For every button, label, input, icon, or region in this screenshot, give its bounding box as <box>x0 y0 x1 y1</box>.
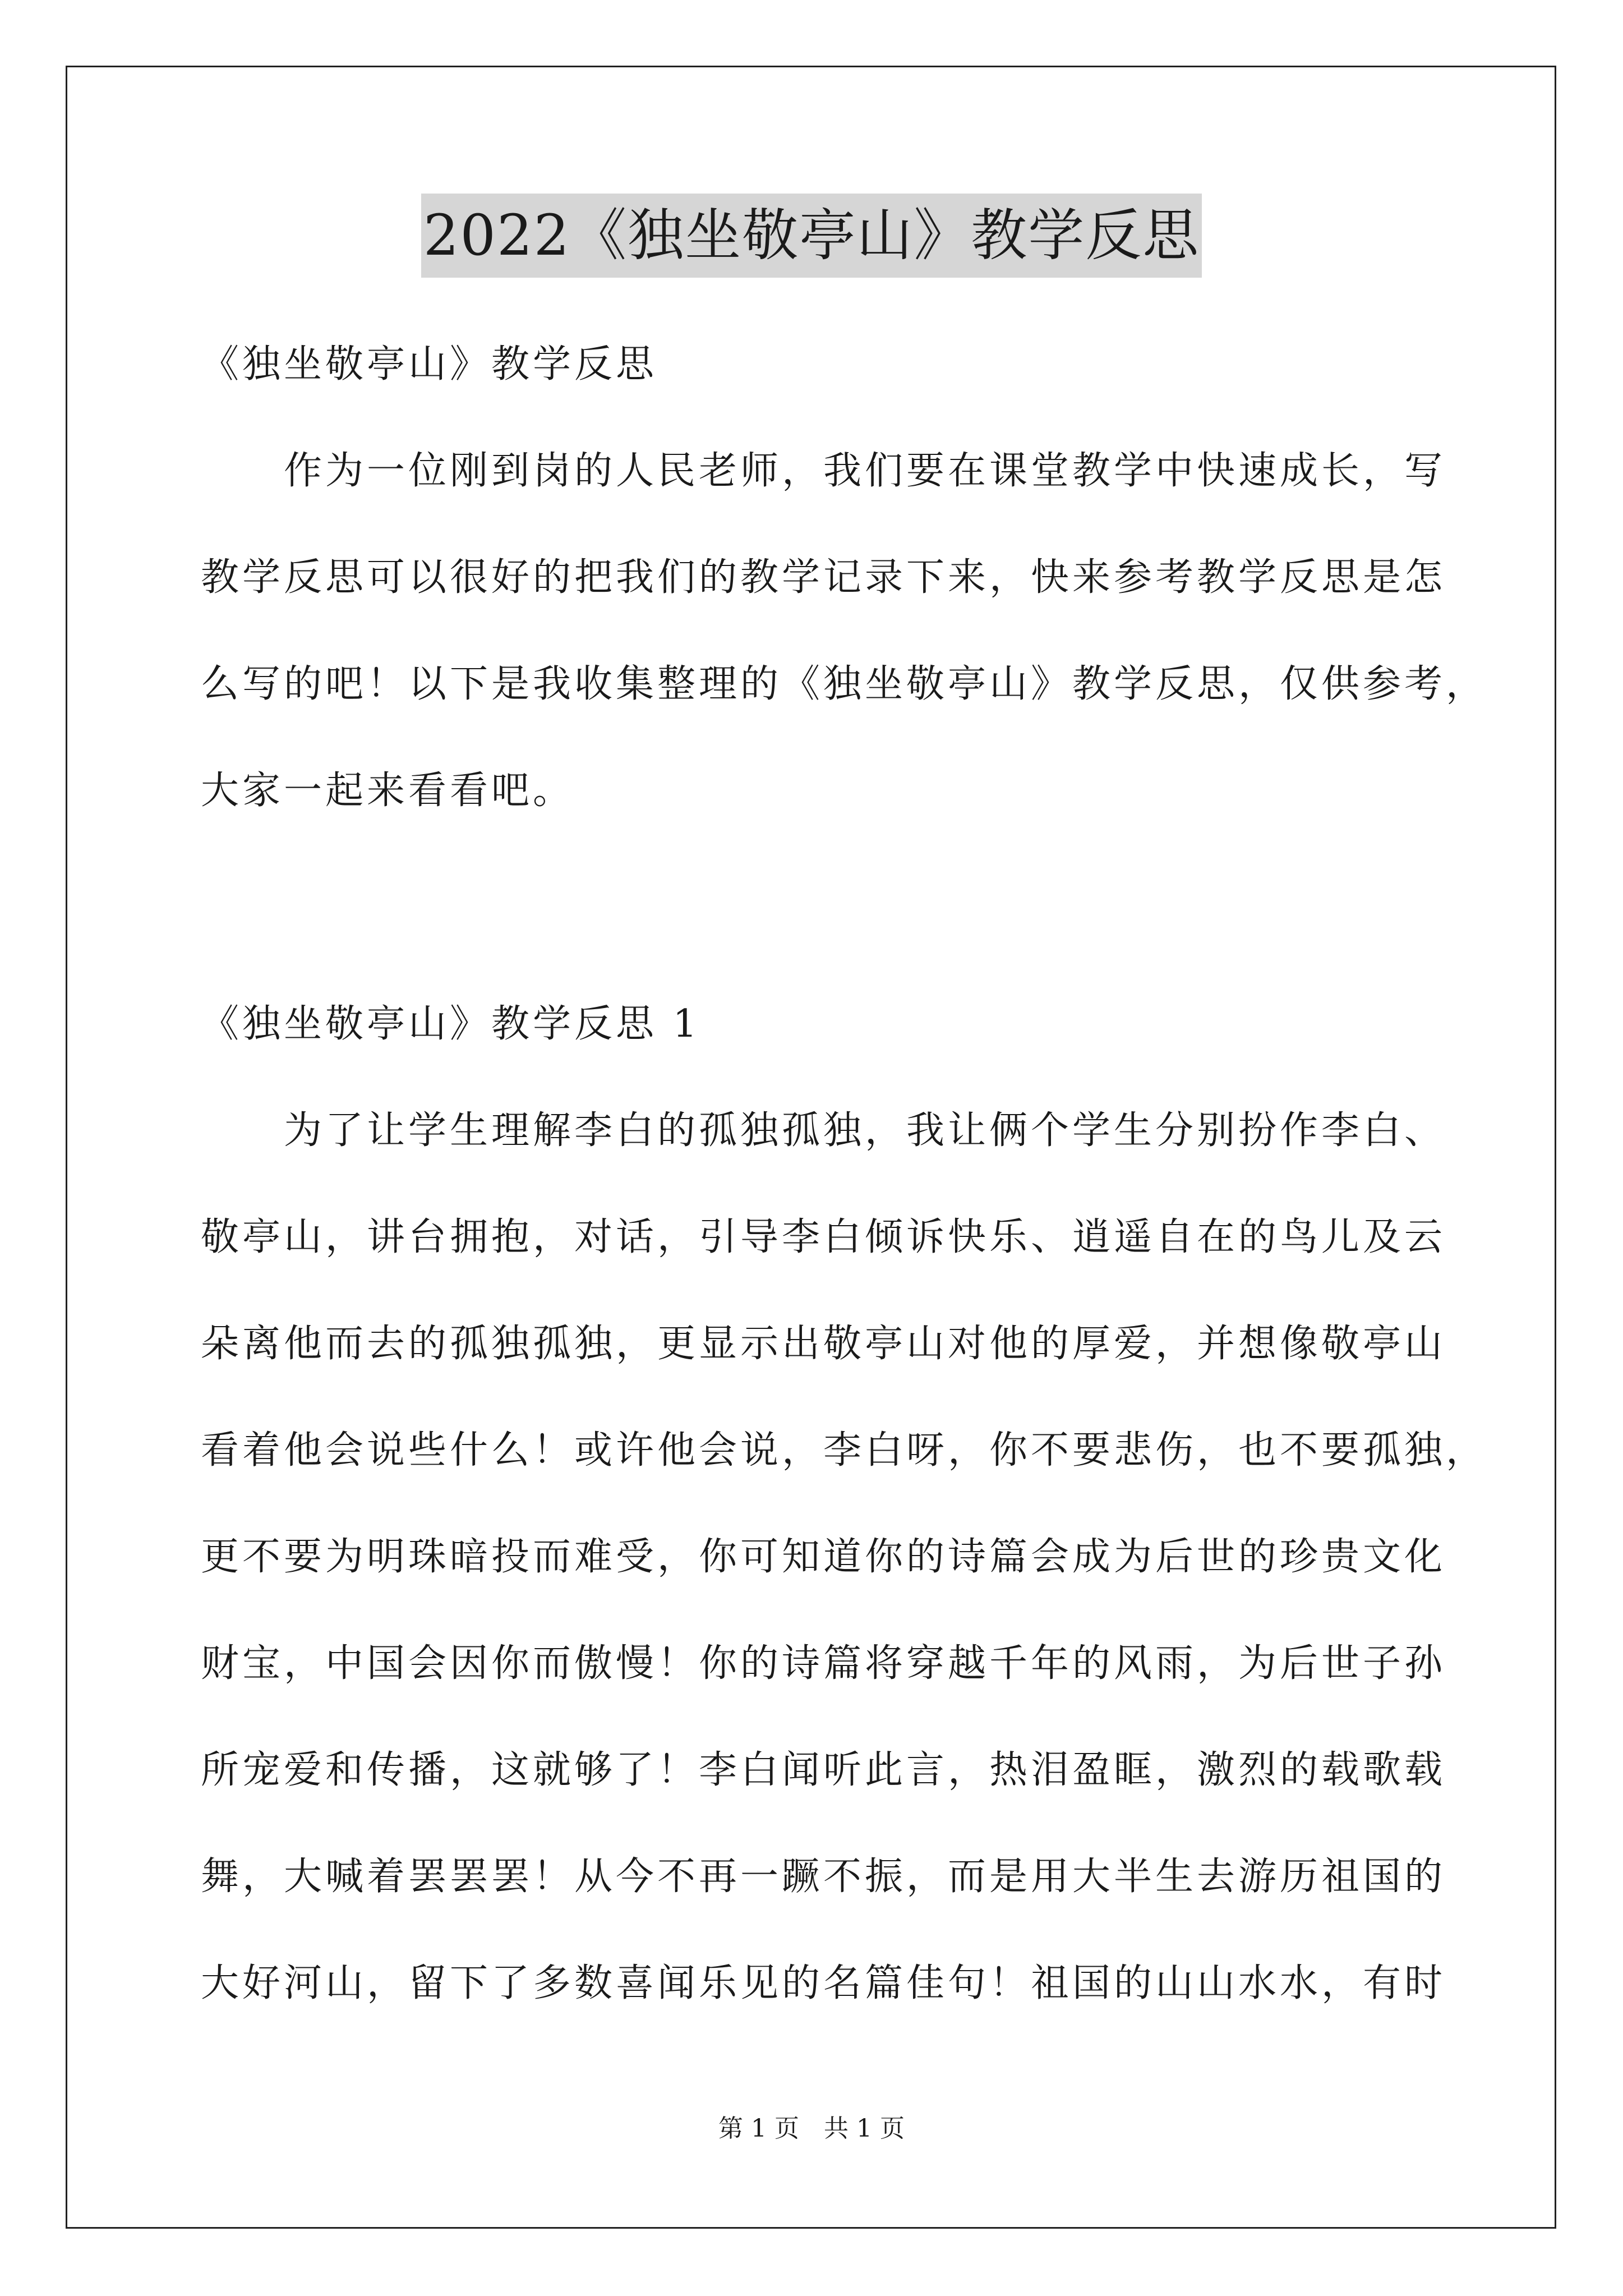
section1-block <box>201 971 1488 2037</box>
paragraph-line: 大家一起来看看吧。 <box>201 769 575 813</box>
intro-block <box>201 311 1488 844</box>
title-container <box>0 194 1623 278</box>
paragraph-line: 大好河山，留下了多数喜闻乐见的名篇佳句！祖国的山山水水，有时 <box>201 1961 1446 2005</box>
paragraph-line: 敬亭山，讲台拥抱，对话，引导李白倾诉快乐、逍遥自在的鸟儿及云 <box>201 1215 1446 1259</box>
paragraph-line: 舞，大喊着罢罢罢！从今不再一蹶不振，而是用大半生去游历祖国的 <box>201 1855 1446 1899</box>
section-heading: 《独坐敬亭山》教学反思 1 <box>201 1002 700 1046</box>
paragraph-line: 更不要为明珠暗投而难受，你可知道你的诗篇会成为后世的珍贵文化 <box>201 1535 1446 1579</box>
intro-heading: 《独坐敬亭山》教学反思 <box>201 342 658 386</box>
paragraph-line: 看着他会说些什么！或许他会说，李白呀，你不要悲伤，也不要孤独， <box>201 1428 1488 1473</box>
paragraph-line: 么写的吧！以下是我收集整理的《独坐敬亭山》教学反思，仅供参考， <box>201 662 1488 706</box>
paragraph-line: 朵离他而去的孤独孤独，更显示出敬亭山对他的厚爱，并想像敬亭山 <box>201 1322 1446 1366</box>
paragraph-line: 为了让学生理解李白的孤独孤独，我让俩个学生分别扮作李白、 <box>201 1108 1446 1153</box>
paragraph-line: 所宠爱和传播，这就够了！李白闻听此言，热泪盈眶，激烈的载歌载 <box>201 1748 1446 1792</box>
paragraph-line: 作为一位刚到岗的人民老师，我们要在课堂教学中快速成长，写 <box>201 449 1446 493</box>
document-title: 2022《独坐敬亭山》教学反思 <box>421 194 1202 278</box>
page-footer: 第 1 页 共 1 页 <box>718 2114 905 2143</box>
paragraph-line: 财宝，中国会因你而傲慢！你的诗篇将穿越千年的风雨，为后世子孙 <box>201 1641 1446 1686</box>
paragraph-line: 教学反思可以很好的把我们的教学记录下来，快来参考教学反思是怎 <box>201 555 1446 600</box>
